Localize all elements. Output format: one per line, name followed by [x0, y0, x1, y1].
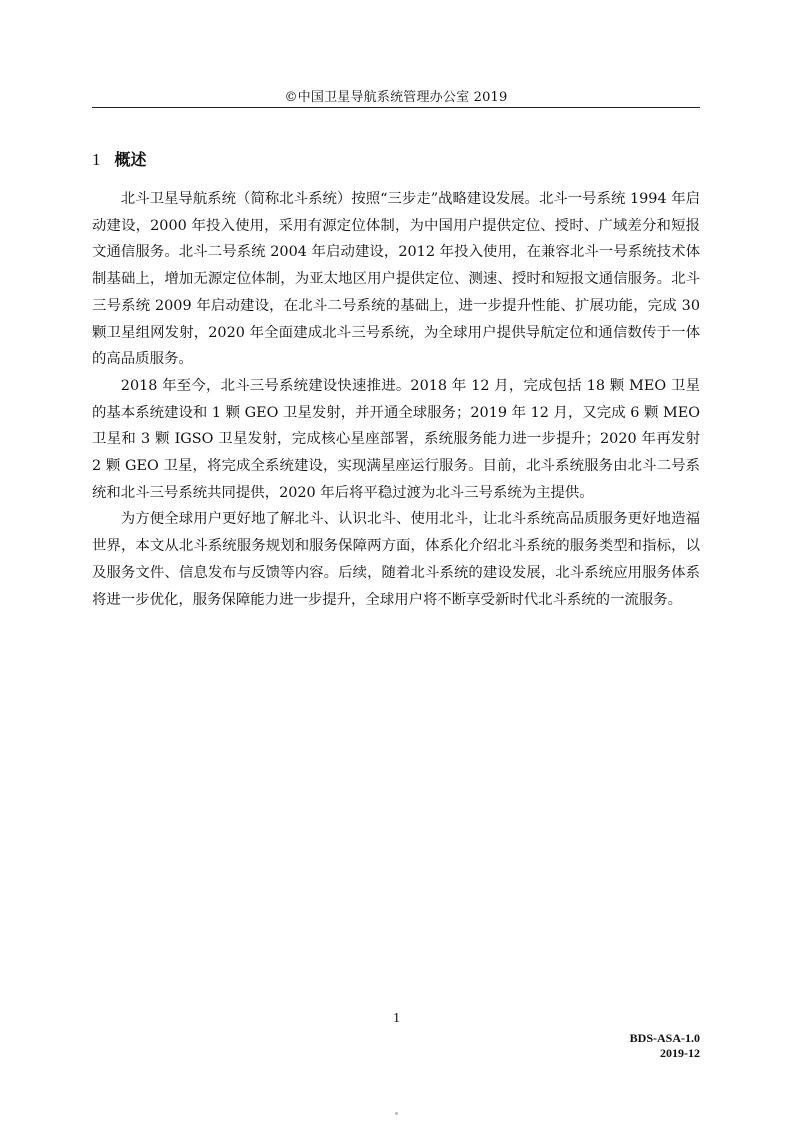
paragraph: 为方便全球用户更好地了解北斗、认识北斗、使用北斗，让北斗系统高品质服务更好地造福世界，本文从北斗系统服务规划和服务保障两方面，体系化介绍北斗系统的服务类型和指标，以及服务文件、信息发布与反馈等内容。后续，随着北斗系统的建设发展，北斗系统应用服务体系将进一步优化，服务保障能力进一步提升，全球用户将不断享受新时代北斗系统的一流服务。 — [92, 511, 700, 608]
page-number: 1 — [393, 1011, 400, 1026]
section-number: 1 — [92, 150, 101, 169]
body-text — [92, 186, 700, 613]
footer-dot — [395, 1112, 398, 1115]
page-header: ©中国卫星导航系统管理办公室 2019 — [284, 90, 508, 105]
document-date: 2019-12 — [660, 1046, 700, 1060]
document-code — [630, 1031, 700, 1061]
paragraph: 2018 年至今，北斗三号系统建设快速推进。2018 年 12 月，完成包括 18 颗 MEO 卫星的基本系统建设和 1 颗 GEO 卫星发射，并开通全球服务；2019 年 12 月，又完成 6 颗 MEO 卫星和 3 颗 IGSO 卫星发射，完成核心星座部署，系统服务能力进一步提升；2020 年再发射 2 颗 GEO 卫星，将完成全系统建设，实现满星座运行服务。目前，北斗系统服务由北斗二号系统和北斗三号系统共同提供，2020 年后将平稳过渡为北斗三号系统为主提供。 — [92, 377, 700, 501]
paragraph: 北斗卫星导航系统（简称北斗系统）按照“三步走”战略建设发展。北斗一号系统 1994 年启动建设，2000 年投入使用，采用有源定位体制，为中国用户提供定位、授时、广域差分和短报文通信服务。北斗二号系统 2004 年启动建设，2012 年投入使用，在兼容北斗一号系统技术体制基础上，增加无源定位体制，为亚太地区用户提供定位、测速、授时和短报文通信服务。北斗三号系统 2009 年启动建设，在北斗二号系统的基础上，进一步提升性能、扩展功能，完成 30 颗卫星组网发射，2020 年全面建成北斗三号系统，为全球用户提供导航定位和通信数传于一体的高品质服务。 — [92, 191, 700, 368]
header-divider — [92, 107, 700, 108]
section-title: 概述 — [114, 150, 147, 169]
document-id: BDS-ASA-1.0 — [629, 1031, 700, 1045]
section-heading — [92, 147, 147, 170]
